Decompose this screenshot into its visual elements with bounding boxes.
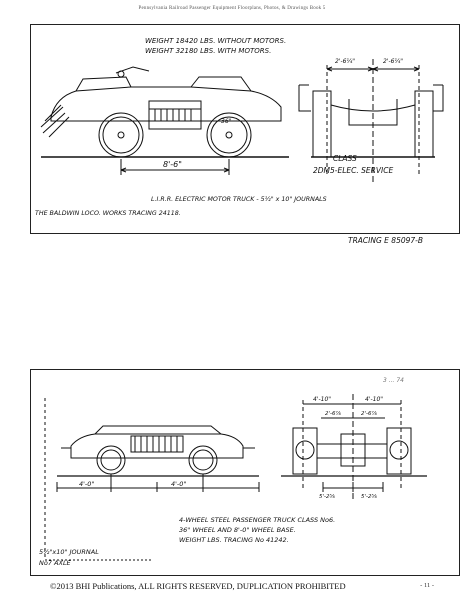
dim-4-0-right: 4'-0" <box>171 480 187 488</box>
dim-5-2-right: 5'-2⅝ <box>361 494 377 500</box>
weight-line-2: WEIGHT 32180 LBS. WITH MOTORS. <box>145 47 272 55</box>
dim-5-2-left: 5'-2⅝ <box>319 494 335 500</box>
passenger-truck-line-art <box>31 370 459 575</box>
class-value: 2DM5-ELEC. SERVICE <box>313 166 394 175</box>
passenger-truck-drawing <box>30 369 460 576</box>
corner-mark: 3 ... 74 <box>383 377 404 384</box>
caption-line-3: WEIGHT LBS. TRACING No 41242. <box>179 536 289 544</box>
axle-label: No7 AXLE <box>39 559 71 567</box>
dim-left: 2'-6¼" <box>335 58 356 65</box>
dim-4-0-left: 4'-0" <box>79 480 95 488</box>
tracing-id: TRACING E 85097-B <box>348 236 424 245</box>
caption-line-2: 36" WHEEL AND 8'-0" WHEEL BASE. <box>179 526 296 534</box>
motor-truck-drawing <box>30 24 460 234</box>
tracing-note: THE BALDWIN LOCO. WORKS TRACING 24118. <box>35 210 181 217</box>
truck-label: L.I.R.R. ELECTRIC MOTOR TRUCK - 5½" x 10" JOURNALS <box>151 196 327 203</box>
dim-2-6-left: 2'-6⅞ <box>325 411 341 417</box>
class-label: CLASS <box>333 154 357 163</box>
wheel-label: 36" <box>221 118 232 125</box>
page-header: Pennsylvania Railroad Passenger Equipment Floorplans, Photos, & Drawings Book 5 <box>138 6 326 11</box>
weight-line-1: WEIGHT 18420 LBS. WITHOUT MOTORS. <box>145 37 287 45</box>
dim-4-10-right: 4'-10" <box>365 396 384 403</box>
caption-line-1: 4-WHEEL STEEL PASSENGER TRUCK CLASS No6. <box>179 516 336 524</box>
dim-4-10-left: 4'-10" <box>313 396 332 403</box>
wheelbase-label: 8'-6" <box>163 160 182 169</box>
journal-label: 5½"x10" JOURNAL <box>39 548 99 556</box>
page-number: - 11 - <box>420 582 434 589</box>
copyright-footer: ©2013 BHI Publications, ALL RIGHTS RESERVED, DUPLICATION PROHIBITED <box>50 581 346 591</box>
dim-right: 2'-6¼" <box>383 58 404 65</box>
dim-2-6-right: 2'-6⅞ <box>361 411 377 417</box>
motor-truck-line-art <box>31 25 459 233</box>
